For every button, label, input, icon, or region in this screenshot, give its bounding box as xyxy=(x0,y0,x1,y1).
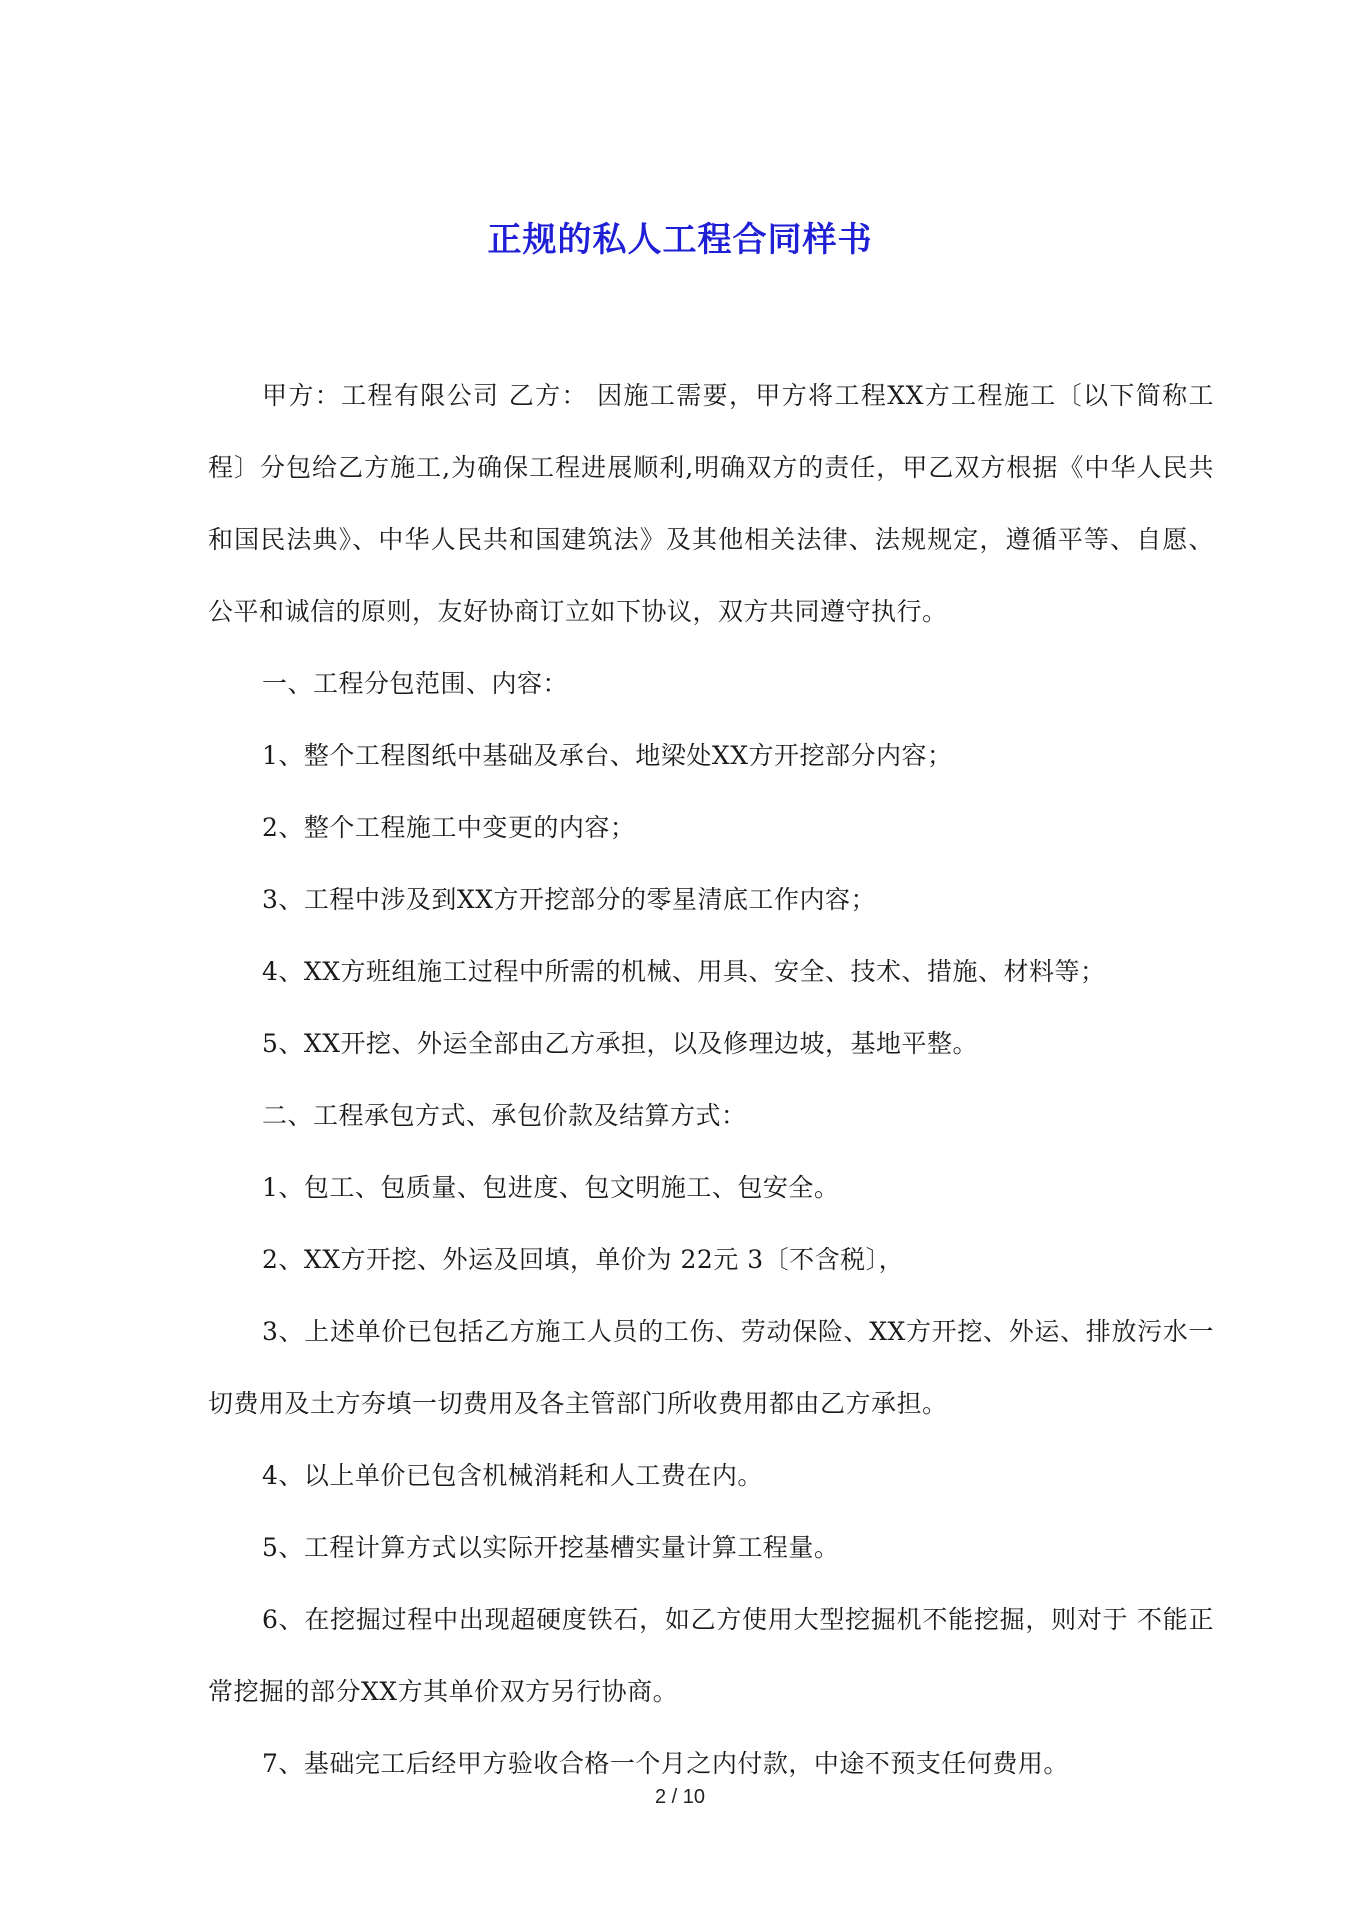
list-item: 5、工程计算方式以实际开挖基槽实量计算工程量。 xyxy=(262,1533,840,1562)
paragraph-intro: 甲方：工程有限公司 乙方： 因施工需要，甲方将工程XX方工程施工〔以下简称工程〕分包给乙方施工,为确保工程进展顺利,明确双方的责任，甲乙双方根据《中华人民共和国民法典》、中华人民共和国建筑法》及其他相关法律、法规规定，遵循平等、自愿、公平和诚信的原则，友好协商订立如下协议，双方共同遵守执行。 xyxy=(208,381,1214,626)
page-number: 2 / 10 xyxy=(654,1786,706,1808)
list-item: 4、以上单价已包含机械消耗和人工费在内。 xyxy=(262,1461,763,1490)
list-item: 6、在挖掘过程中出现超硬度铁石，如乙方使用大型挖掘机不能挖掘，则对于 不能正常挖掘的部分XX方其单价双方另行协商。 xyxy=(208,1605,1214,1706)
list-item: 2、XX方开挖、外运及回填，单价为 22元 3〔不含税〕， xyxy=(262,1245,905,1274)
document-body xyxy=(208,360,1214,1800)
document-title: 正规的私人工程合同样书 xyxy=(487,220,873,260)
list-item: 5、XX开挖、外运全部由乙方承担，以及修理边坡，基地平整。 xyxy=(262,1029,979,1058)
section-heading-1: 一、工程分包范围、内容： xyxy=(262,669,569,698)
list-item: 3、工程中涉及到XX方开挖部分的零星清底工作内容； xyxy=(262,885,877,914)
list-item: 4、XX方班组施工过程中所需的机械、用具、安全、技术、措施、材料等； xyxy=(262,957,1106,986)
list-item: 2、整个工程施工中变更的内容； xyxy=(262,813,636,842)
list-item: 7、基础完工后经甲方验收合格一个月之内付款，中途不预支任何费用。 xyxy=(262,1749,1069,1778)
list-item: 1、整个工程图纸中基础及承台、地梁处XX方开挖部分内容； xyxy=(262,741,953,770)
list-item: 1、包工、包质量、包进度、包文明施工、包安全。 xyxy=(262,1173,840,1202)
list-item: 3、上述单价已包括乙方施工人员的工伤、劳动保险、XX方开挖、外运、排放污水一切费用及土方夯填一切费用及各主管部门所收费用都由乙方承担。 xyxy=(208,1317,1214,1418)
section-heading-2: 二、工程承包方式、承包价款及结算方式： xyxy=(262,1101,747,1130)
